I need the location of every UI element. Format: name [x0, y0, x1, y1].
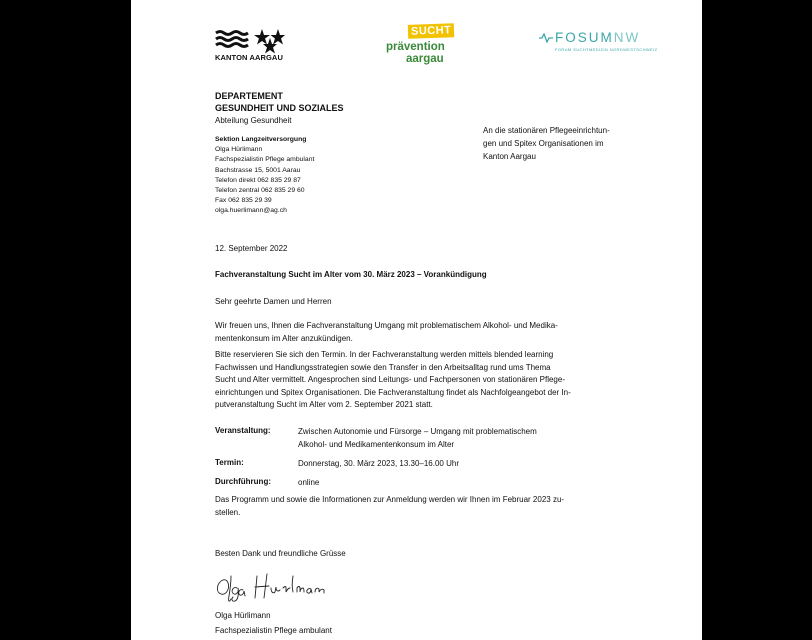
veranstaltung-line: Zwischen Autonomie und Fürsorge – Umgang mit problematischem — [298, 427, 537, 436]
division: Abteilung Gesundheit — [215, 116, 292, 125]
sender-phone-direct: Telefon direkt 062 835 29 87 — [215, 176, 301, 184]
paragraph-line: Wir freuen uns, Ihnen die Fachveranstaltung Umgang mit problematischem Alkohol- und Medika- — [215, 321, 558, 330]
recipient-address — [483, 124, 658, 163]
signer-role: Fachspezialistin Pflege ambulant — [215, 626, 332, 635]
paragraph-program — [215, 494, 645, 519]
durchfuehrung-value: online — [298, 478, 320, 487]
fosum-nw: NW — [613, 30, 641, 45]
durchfuehrung-label: Durchführung: — [215, 477, 271, 486]
letter-subject: Fachveranstaltung Sucht im Alter vom 30. März 2023 – Vorankündigung — [215, 270, 487, 279]
paragraph-line: Bitte reservieren Sie sich den Termin. In der Fachveranstaltung werden mittels blended learning — [215, 350, 554, 359]
paragraph-line: einrichtungen und Spitex Organisationen. Die Fachveranstaltung findet als Nachfolgeangebot der In- — [215, 387, 571, 397]
fosum-brand — [539, 30, 657, 45]
sender-section: Sektion Langzeitversorgung — [215, 136, 307, 143]
paragraph-line: Das Programm und sowie die Informationen zur Anmeldung werden wir Ihnen im Februar 2023 zu- — [215, 495, 565, 504]
sender-email[interactable]: olga.huerlimann@ag.ch — [215, 207, 287, 215]
fosum-subtitle: FORUM SUCHTMEDIZIN NORDWESTSCHWEIZ — [555, 47, 658, 52]
paragraph-line: putveranstaltung Sucht im Alter vom 2. September 2021 statt. — [215, 400, 433, 410]
kanton-name: KANTON AARGAU — [215, 53, 283, 62]
paragraph-line: Fachwissen und Handlungsstrategien sowie den Transfer in den Arbeitsalltag rund ums Thema — [215, 362, 551, 372]
sender-address: Bachstrasse 15, 5001 Aarau — [215, 166, 301, 174]
sucht-logo-line2: aargau — [406, 53, 444, 65]
signature-icon — [211, 566, 341, 606]
sender-name: Olga Hürlimann — [215, 146, 263, 154]
greeting: Sehr geehrte Damen und Herren — [215, 297, 332, 306]
department-line2: GESUNDHEIT UND SOZIALES — [215, 103, 344, 113]
sucht-logo-line1: prävention — [386, 41, 445, 53]
closing: Besten Dank und freundliche Grüsse — [215, 549, 346, 558]
sender-phone-central: Telefon zentral 062 835 29 60 — [215, 187, 305, 195]
paragraph-details — [215, 349, 645, 412]
termin-label: Termin: — [215, 458, 244, 467]
termin-value: Donnerstag, 30. März 2023, 13.30–16.00 Uhr — [298, 459, 459, 468]
fosum-main: FOSUM — [555, 30, 614, 45]
veranstaltung-line: Alkohol- und Medikamentenkonsum im Alter — [298, 439, 455, 449]
paragraph-line: mentenkonsum im Alter anzukündigen. — [215, 333, 353, 343]
pulse-icon — [539, 33, 553, 43]
recipient-line2: gen und Spitex Organisationen im — [483, 139, 604, 148]
paragraph-line: Sucht und Alter vermittelt. Angesprochen sind Leitungs- und Fachpersonen von stationären Pflege- — [215, 375, 565, 385]
letter-page — [131, 0, 702, 640]
department-line1: DEPARTEMENT — [215, 91, 283, 101]
recipient-line3: Kanton Aargau — [483, 152, 536, 161]
veranstaltung-label: Veranstaltung: — [215, 426, 271, 435]
suchtpraevention-logo — [384, 24, 464, 68]
sucht-logo-box: SUCHT — [408, 23, 455, 39]
sender-contact — [215, 135, 314, 217]
sender-fax: Fax 062 835 29 39 — [215, 197, 272, 205]
veranstaltung-value — [298, 426, 628, 451]
fosum-logo — [539, 30, 657, 52]
sender-role: Fachspezialistin Pflege ambulant — [215, 156, 315, 164]
signer-name: Olga Hürlimann — [215, 611, 271, 620]
paragraph-intro — [215, 320, 645, 345]
letter-date: 12. September 2022 — [215, 244, 288, 253]
paragraph-line: stellen. — [215, 507, 241, 517]
recipient-line1: An die stationären Pflegeeinrichtun- — [483, 126, 610, 135]
